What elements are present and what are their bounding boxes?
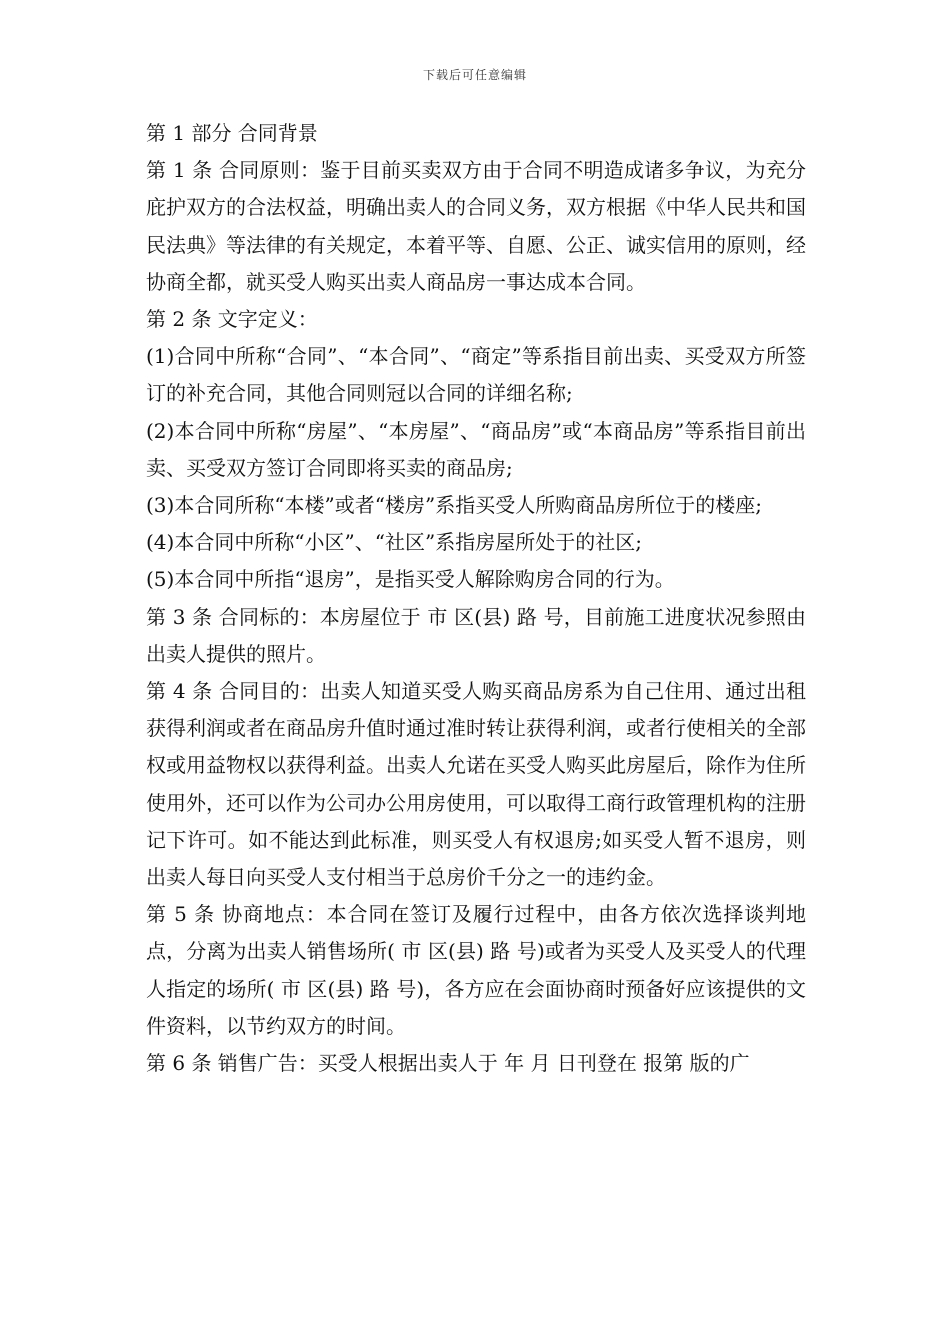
article-3-paragraph: 第 3 条 合同标的：本房屋位于 市 区(县) 路 号，目前施工进度状况参照由出卖人提供的照片。 — [146, 604, 806, 666]
definition-item-5: (5)本合同中所指“退房”，是指买受人解除购房合同的行为。 — [146, 567, 675, 592]
definition-item-1: (1)合同中所称“合同”、“本合同”、“商定”等系指目前出卖、买受双方所签订的补充合同，其他合同则冠以合同的详细名称; — [146, 344, 806, 406]
article-4-paragraph: 第 4 条 合同目的：出卖人知道买受人购买商品房系为自己住用、通过出租获得利润或者在商品房升值时通过准时转让获得利润，或者行使相关的全部权或用益物权以获得利益。出卖人允诺在买受人购买此房屋后，除作为住所使用外，还可以作为公司办公用房使用，可以取得工商行政管理机构的注册记下许可。如不能达到此标准，则买受人有权退房;如买受人暂不退房，则出卖人每日向买受人支付相当于总房价千分之一的违约金。 — [146, 679, 806, 890]
article-1-paragraph: 第 1 条 合同原则：鉴于目前买卖双方由于合同不明造成诸多争议，为充分庇护双方的合法权益，明确出卖人的合同义务，双方根据《中华人民共和国民法典》等法律的有关规定，本着平等、自愿、公正、诚实信用的原则，经协商全都，就买受人购买出卖人商品房一事达成本合同。 — [146, 158, 806, 294]
document-body — [146, 115, 806, 1082]
section-heading: 第 1 部分 合同背景 — [146, 121, 318, 145]
page-header: 下载后可任意编辑 — [422, 68, 527, 82]
definition-item-3: (3)本合同所称“本楼”或者“楼房”系指买受人所购商品房所位于的楼座; — [146, 493, 762, 518]
article-2-heading: 第 2 条 文字定义： — [146, 307, 318, 332]
article-6-paragraph: 第 6 条 销售广告：买受人根据出卖人于 年 月 日刊登在 报第 版的广 — [146, 1051, 750, 1076]
definition-item-2: (2)本合同中所称“房屋”、“本房屋”、“商品房”或“本商品房”等系指目前出卖、买受双方签订合同即将买卖的商品房; — [146, 418, 806, 480]
article-5-paragraph: 第 5 条 协商地点：本合同在签订及履行过程中，由各方依次选择谈判地点，分离为出卖人销售场所( 市 区(县) 路 号)或者为买受人及买受人的代理人指定的场所( 市 区(县) 路 号)，各方应在会面协商时预备好应该提供的文件资料，以节约双方的时间。 — [146, 902, 806, 1038]
definition-item-4: (4)本合同中所称“小区”、“社区”系指房屋所处于的社区; — [146, 530, 642, 555]
